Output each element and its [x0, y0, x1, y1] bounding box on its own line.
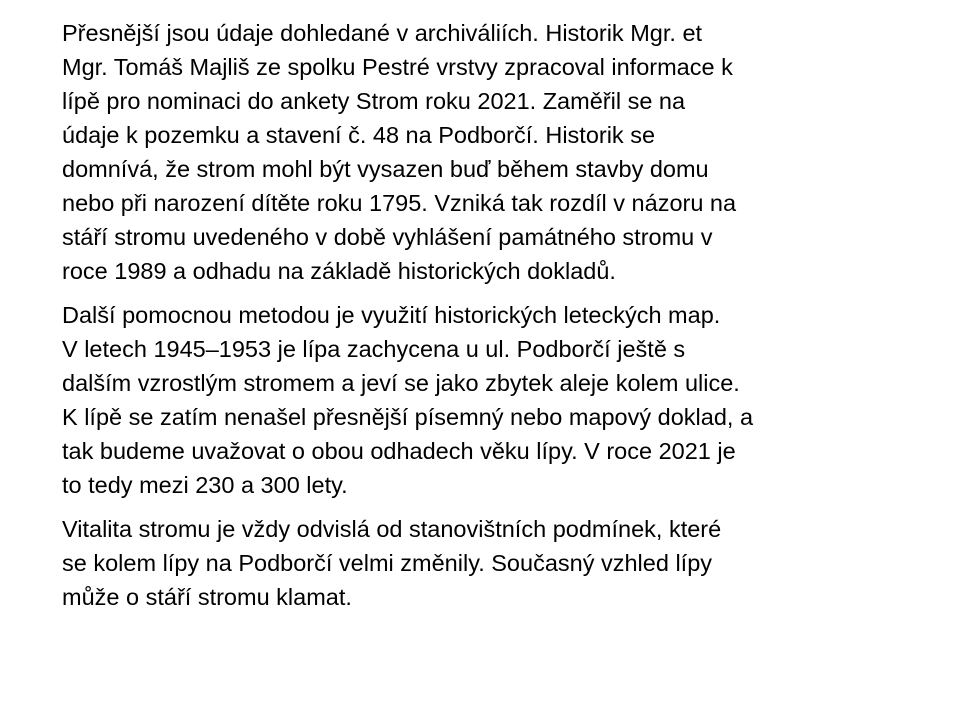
- text-line: K lípě se zatím nenašel přesnější písemný nebo mapový doklad, a: [62, 404, 754, 430]
- text-line: domnívá, že strom mohl být vysazen buď během stavby domu: [62, 156, 709, 182]
- text-line: tak budeme uvažovat o obou odhadech věku lípy. V roce 2021 je: [62, 438, 736, 464]
- text-line: lípě pro nominaci do ankety Strom roku 2021. Zaměřil se na: [62, 88, 686, 114]
- text-line: dalším vzrostlým stromem a jeví se jako zbytek aleje kolem ulice.: [62, 370, 740, 396]
- text-line: se kolem lípy na Podborčí velmi změnily. Současný vzhled lípy: [62, 550, 713, 576]
- text-line: roce 1989 a odhadu na základě historických dokladů.: [62, 258, 616, 284]
- paragraph-aerial-maps: [62, 298, 922, 502]
- text-line: může o stáří stromu klamat.: [62, 584, 352, 610]
- text-line: Mgr. Tomáš Majliš ze spolku Pestré vrstvy zpracoval informace k: [62, 54, 733, 80]
- text-line: stáří stromu uvedeného v době vyhlášení památného stromu v: [62, 224, 713, 250]
- text-line: Přesnější jsou údaje dohledané v archiváliích. Historik Mgr. et: [62, 20, 703, 46]
- text-line: V letech 1945–1953 je lípa zachycena u ul. Podborčí ještě s: [62, 336, 686, 362]
- paragraph-vitality: [62, 512, 922, 614]
- text-line: Další pomocnou metodou je využití historických leteckých map.: [62, 302, 721, 328]
- text-line: Vitalita stromu je vždy odvislá od stanovištních podmínek, které: [62, 516, 722, 542]
- text-body: [62, 16, 922, 624]
- text-line: údaje k pozemku a stavení č. 48 na Podborčí. Historik se: [62, 122, 656, 148]
- text-line: nebo při narození dítěte roku 1795. Vzniká tak rozdíl v názoru na: [62, 190, 737, 216]
- text-line: to tedy mezi 230 a 300 lety.: [62, 472, 348, 498]
- paragraph-archival-records: [62, 16, 922, 288]
